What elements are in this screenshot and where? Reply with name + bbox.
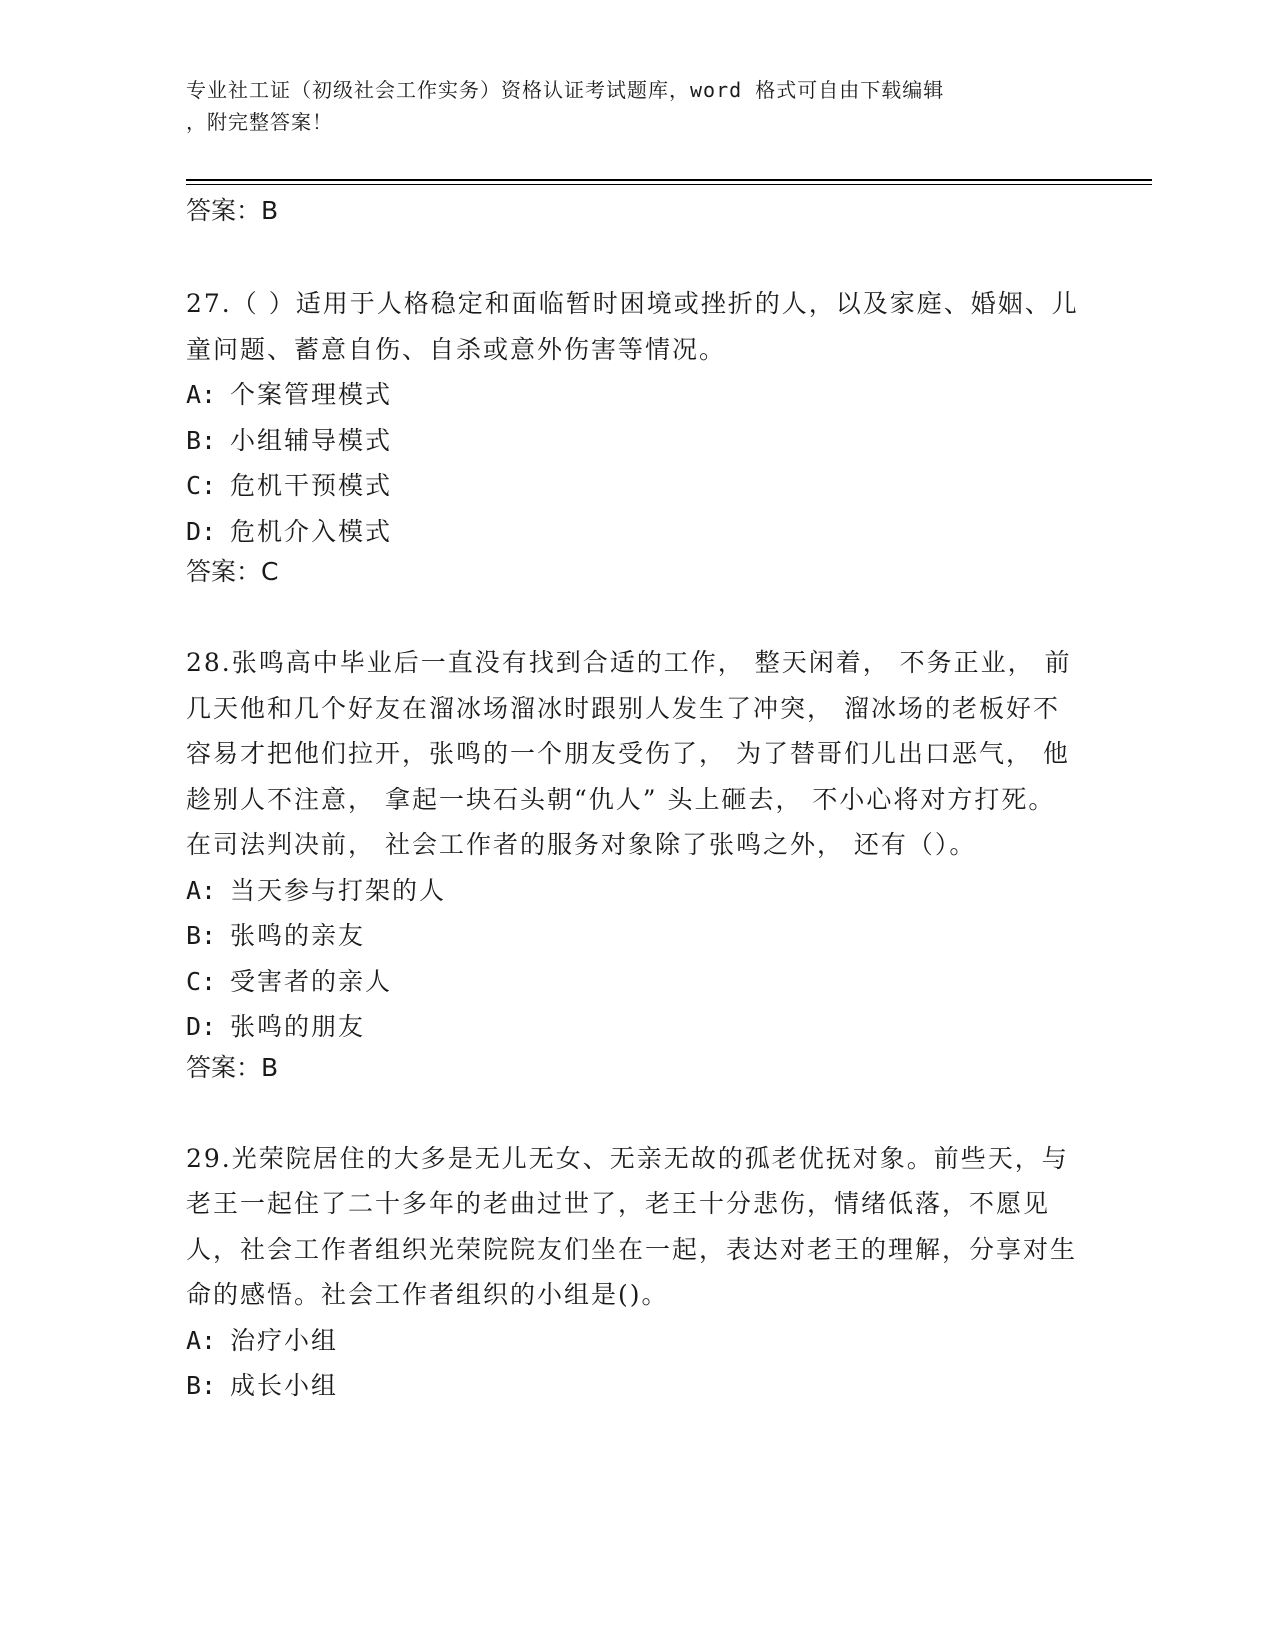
option-a	[186, 372, 1086, 418]
option-key: C:	[186, 966, 217, 996]
option-text: 小组辅导模式	[230, 425, 393, 455]
option-b	[186, 418, 1086, 464]
option-text: 危机干预模式	[230, 471, 393, 500]
question-block-27	[186, 281, 1086, 588]
header-rule-thick	[186, 179, 1152, 181]
option-d	[186, 1004, 1086, 1050]
option-text: 张鸣的亲友	[230, 921, 366, 950]
option-key: D:	[186, 1012, 217, 1041]
option-key: D:	[186, 516, 217, 546]
option-c	[186, 463, 1086, 509]
option-key: B:	[186, 921, 217, 950]
option-text: 成长小组	[230, 1371, 339, 1400]
option-key: A:	[186, 875, 217, 905]
option-b	[186, 1363, 1086, 1409]
question-block-29	[186, 1136, 1086, 1409]
option-key: C:	[186, 471, 217, 500]
option-text: 受害者的亲人	[230, 966, 393, 996]
header-line-1: 专业社工证（初级社会工作实务）资格认证考试题库，word 格式可自由下载编辑	[186, 78, 945, 102]
option-a	[186, 1318, 1086, 1364]
option-b	[186, 913, 1086, 959]
answer-line: 答案：B	[186, 1052, 279, 1082]
header-rule-thin	[186, 184, 1152, 185]
option-key: A:	[186, 1325, 217, 1355]
answer-line: 答案：B	[186, 196, 279, 225]
option-text: 当天参与打架的人	[230, 875, 447, 905]
option-key: B:	[186, 425, 217, 455]
question-block-28	[186, 640, 1086, 1084]
answer-line: 答案：C	[186, 557, 279, 586]
document-header	[186, 74, 1066, 138]
option-c	[186, 959, 1086, 1005]
option-text: 治疗小组	[230, 1325, 339, 1355]
option-text: 个案管理模式	[230, 380, 393, 409]
option-text: 危机介入模式	[230, 516, 393, 546]
question-text: 28.张鸣高中毕业后一直没有找到合适的工作， 整天闲着， 不务正业， 前几天他和几个好友在溜冰场溜冰时跟别人发生了冲突， 溜冰场的老板好不容易才把他们拉开，张鸣的一个朋友受伤了， 为了替哥们儿出口恶气， 他趁别人不注意， 拿起一块石头朝“仇人” 头上砸去， 不小心将对方打死。 在司法判决前， 社会工作者的服务对象除了张鸣之外， 还有（）。	[186, 648, 1072, 859]
document-body	[186, 193, 1086, 1409]
question-text: 29.光荣院居住的大多是无儿无女、无亲无故的孤老优抚对象。前些天，与老王一起住了二十多年的老曲过世了，老王十分悲伤，情绪低落，不愿见人，社会工作者组织光荣院院友们坐在一起，表达对老王的理解，分享对生命的感悟。社会工作者组织的小组是()。	[186, 1143, 1078, 1309]
option-a	[186, 868, 1086, 914]
option-text: 张鸣的朋友	[230, 1012, 366, 1041]
question-text: 27.（ ）适用于人格稳定和面临暂时困境或挫折的人，以及家庭、婚姻、儿童问题、蓄意自伤、自杀或意外伤害等情况。	[186, 289, 1079, 364]
option-d	[186, 509, 1086, 555]
option-key: A:	[186, 380, 217, 409]
option-key: B:	[186, 1371, 217, 1400]
header-line-2: ，附完整答案！	[186, 110, 333, 134]
